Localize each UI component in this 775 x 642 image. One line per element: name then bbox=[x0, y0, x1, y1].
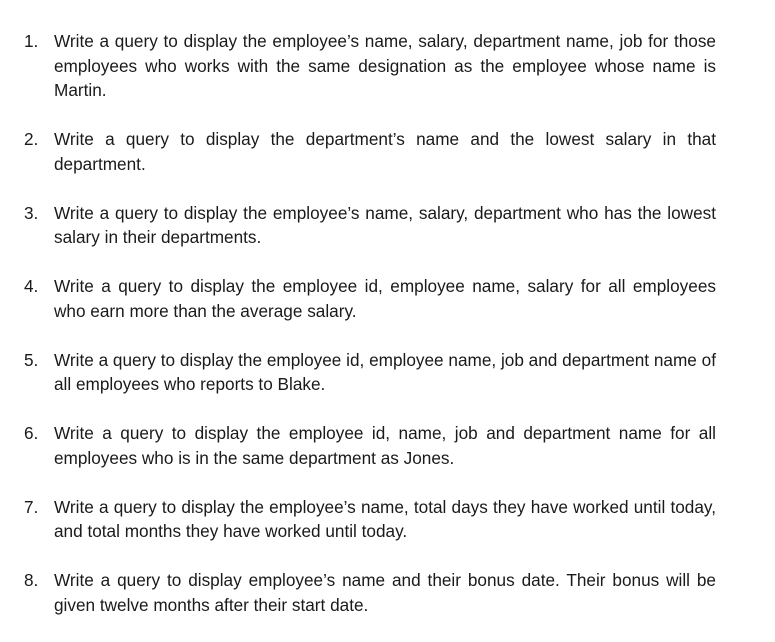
question-item-8 bbox=[24, 568, 716, 617]
question-number: 3. bbox=[24, 202, 39, 223]
question-number: 6. bbox=[24, 423, 39, 443]
question-text: Write a query to display the employee’s name, salary, department who has the lowest salary in their departments. bbox=[54, 202, 716, 247]
question-item-2 bbox=[24, 127, 716, 176]
question-item-7 bbox=[24, 495, 716, 544]
question-text: Write a query to display employee’s name and their bonus date. Their bonus will be given twelve months after their start date. bbox=[54, 570, 716, 615]
question-text: Write a query to display the employee’s name, salary, department name, job for those employees who works with the same designation as the employee whose name is Martin. bbox=[54, 31, 716, 100]
question-item-4 bbox=[24, 274, 716, 323]
question-number: 5. bbox=[24, 349, 39, 370]
question-text: Write a query to display the department’s name and the lowest salary in that department. bbox=[54, 129, 716, 174]
question-number: 4. bbox=[24, 276, 39, 296]
question-text: Write a query to display the employee id, employee name, salary for all employees who earn more than the average salary. bbox=[54, 276, 716, 321]
question-text: Write a query to display the employee’s name, total days they have worked until today, and total months they have worked until today. bbox=[54, 496, 716, 541]
question-number: 1. bbox=[24, 31, 39, 51]
question-item-1 bbox=[24, 29, 716, 103]
question-number: 7. bbox=[24, 496, 39, 517]
question-item-6 bbox=[24, 421, 716, 470]
question-number: 8. bbox=[24, 570, 39, 590]
question-list bbox=[24, 29, 716, 642]
question-item-3 bbox=[24, 201, 716, 250]
question-number: 2. bbox=[24, 129, 39, 149]
question-text: Write a query to display the employee id, name, job and department name for all employees who is in the same department as Jones. bbox=[54, 423, 716, 468]
question-text: Write a query to display the employee id, employee name, job and department name of all employees who reports to Blake. bbox=[54, 349, 716, 394]
question-item-5 bbox=[24, 348, 716, 397]
